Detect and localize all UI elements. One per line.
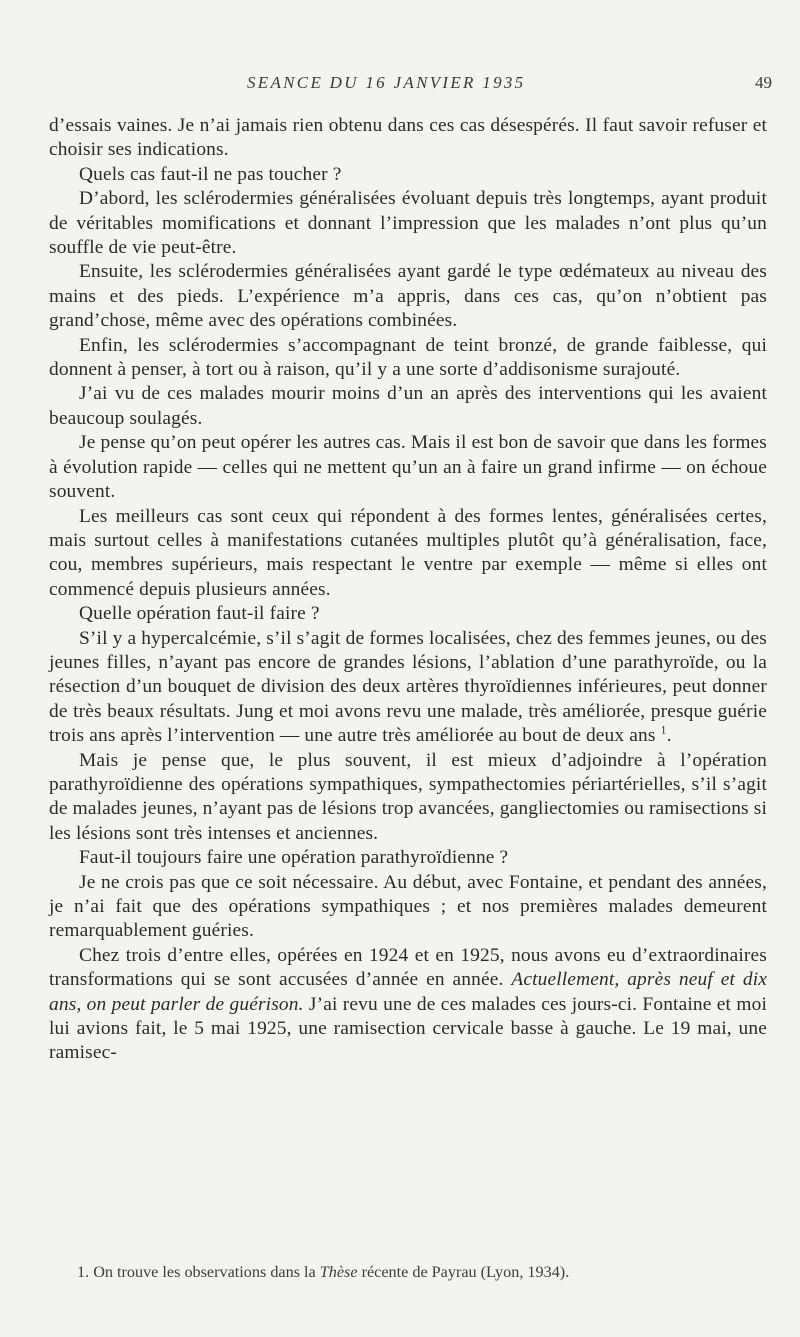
paragraph: Les meilleurs cas sont ceux qui répondent à des formes lentes, généralisées certes, mais surtout celles à manifestations cutanées multiples plutôt qu’à généralisation, face, cou, membres supérieurs, mais respectant le ventre par exemple — même si elles ont commencé depuis plusieurs années. [49,505,767,600]
paragraph: J’ai vu de ces malades mourir moins d’un an après des interventions qui les avaient beaucoup soulagés. [49,383,767,429]
paragraph-text: S’il y a hypercalcémie, s’il s’agit de formes localisées, chez des femmes jeunes, ou des jeunes filles, n’ayant pas encore de grandes lésions, l’ablation d’une parathyroïde, ou la résection d’un bouquet de division des deux artères thyroïdiennes inférieures, peut donner de très beaux résultats. Jung et moi avons revu une malade, très améliorée, presque guérie trois ans après l’intervention — une autre très améliorée au bout de deux ans [49,627,767,747]
footnote-text: On trouve les observations dans la [93,1263,316,1281]
running-title: SEANCE DU 16 JANVIER 1935 [247,73,526,92]
italic-sentence: Actuellement, après neuf et dix ans, on peut parler de guérison. [49,969,767,1015]
footnote-italic-word: Thèse [319,1263,358,1281]
footnote-text: récente de Payrau (Lyon, 1934). [361,1263,570,1281]
paragraph: Je pense qu’on peut opérer les autres cas. Mais il est bon de savoir que dans les formes à évolution rapide — celles qui ne mettent qu’un an à faire un grand infirme — on échoue souvent. [49,432,767,503]
paragraph: Mais je pense que, le plus souvent, il est mieux d’adjoindre à l’opération parathyroïdienne des opérations sympathiques, sympathectomies périartérielles, s’il s’agit de malades jeunes, n’ayant pas de lésions trop avancées, gangliectomies ou ramisections si les lésions sont très intenses et anciennes. [49,749,767,844]
paragraph: S’il y a hypercalcémie, s’il s’agit de formes localisées, chez des femmes jeunes, ou des jeunes filles, n’ayant pas encore de grandes lésions, l’ablation d’une parathyroïde, ou la résection d’un bouquet de division des deux artères thyroïdiennes inférieures, peut donner de très beaux résultats. Jung et moi avons revu une malade, très améliorée, presque guérie trois ans après l’intervention — une autre très améliorée au bout de deux ans $^1$. [49,627,767,747]
page-number: 49 [755,73,772,92]
paragraph-text: J’ai revu une de ces malades ces jours-ci. Fontaine et moi lui avions fait, le 5 mai 1925, une ramisection cervicale basse à gauche. Le 19 mai, une ramisec- [49,993,767,1064]
paragraph: Quels cas faut-il ne pas toucher ? [79,163,342,185]
paragraph: Enfin, les sclérodermies s’accompagnant de teint bronzé, de grande faiblesse, qui donnent à penser, à tort ou à raison, qu’il y a une sorte d’addisonisme surajouté. [49,334,767,381]
paragraph-text: Chez trois d’entre elles, opérées en 1924 et en 1925, nous avons eu d’extraordinaires transformations qui se sont accusées d’année en année. [49,944,767,991]
paragraph [49,944,767,1066]
paragraph: Je ne crois pas que ce soit nécessaire. Au début, avec Fontaine, et pendant des années, je n’ai fait que des opérations sympathiques ; et nos premières malades demeurent remarquablement guéries. [49,871,767,942]
running-head [0,73,800,97]
paragraph: Quelle opération faut-il faire ? [79,603,320,625]
footnote-reference: 1 [660,722,667,737]
paragraph: d’essais vaines. Je n’ai jamais rien obtenu dans ces cas désespérés. Il faut savoir refuser et choisir ses indications. [49,115,767,161]
footnote [77,1262,757,1282]
footnote-number: 1. [77,1263,90,1281]
paragraph: Faut-il toujours faire une opération parathyroïdienne ? [79,847,509,869]
paragraph: D’abord, les sclérodermies généralisées évoluant depuis très longtemps, ayant produit de véritables momifications et donnant l’impression que les malades n’ont plus qu’un souffle de vie peut-être. [49,188,767,259]
paragraph: Ensuite, les sclérodermies généralisées ayant gardé le type œdémateux au niveau des mains et des pieds. L’expérience m’a appris, dans ces cas, qu’on n’obtient pas grand’chose, même avec des opérations combinées. [49,261,767,332]
main-text [49,114,767,1066]
